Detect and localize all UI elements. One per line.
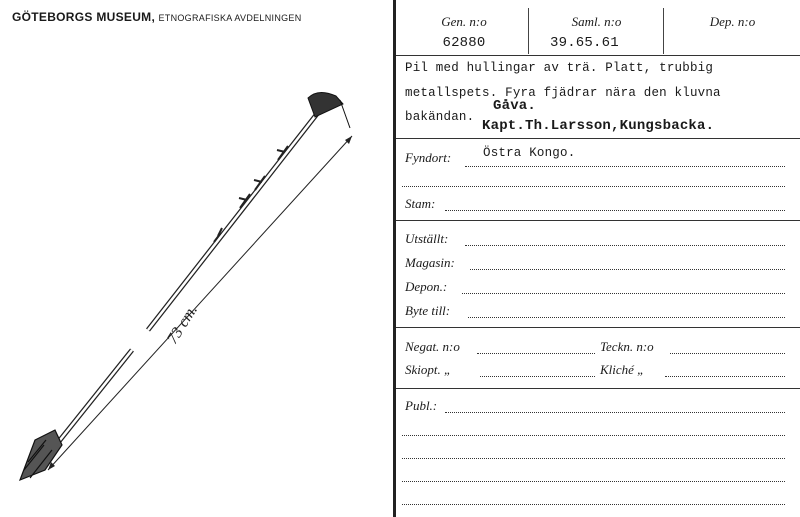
stam-label: Stam: [405,196,436,211]
utstallt-label: Utställt: [405,231,449,246]
magasin-dots [470,269,785,270]
negat-label: Negat. n:o [405,339,460,354]
magasin-label: Magasin: [405,255,455,270]
stam-dots [445,210,785,211]
publ-dots-2 [402,435,785,436]
teckn-label: Teckn. n:o [600,339,654,354]
fyndort-dots [465,166,785,167]
measure-line [48,136,352,470]
saml-label: Saml. n:o [571,14,622,29]
divider-2 [663,8,664,54]
fyndort-value: Östra Kongo. [483,146,576,160]
publ-label: Publ.: [405,398,438,413]
publ-dots-5 [402,504,785,505]
kliche-label: Kliché „ [600,362,645,377]
skiopt-dots [480,376,595,377]
card-border [393,0,396,517]
saml-value: 39.65.61 [550,35,619,51]
description-line-2: metallspets. Fyra fjädrar nära den kluvna [405,86,721,100]
byte-dots [468,317,785,318]
dep-label: Dep. n:o [709,14,756,29]
department-name: ETNOGRAFISKA AVDELNINGEN [158,13,302,23]
kliche-dots [665,376,785,377]
negat-dots [477,353,595,354]
description-line-3: bakändan. [405,110,475,124]
depon-label: Depon.: [405,279,448,294]
header [12,10,302,24]
images-line [396,388,800,389]
fyndort-dots-2 [402,186,785,187]
gift-label: Gåva. [493,98,537,114]
gift-value: Kapt.Th.Larsson,Kungsbacka. [482,118,715,134]
arrow-head [308,92,343,117]
publ-dots-4 [402,481,785,482]
publ-dots-3 [402,458,785,459]
depon-dots [462,293,785,294]
skiopt-label: Skiopt. „ [405,362,452,377]
arrow-fletching [20,430,62,480]
byte-label: Byte till: [405,303,451,318]
gen-label: Gen. n:o [441,14,487,29]
description-line-1: Pil med hullingar av trä. Platt, trubbig [405,61,714,75]
top-row-line [396,55,800,56]
teckn-dots [670,353,785,354]
divider-1 [528,8,529,54]
arrow-drawing [0,40,395,517]
utstallt-dots [465,245,785,246]
gen-value: 62880 [442,35,486,51]
publ-dots-1 [445,412,785,413]
storage-line [396,327,800,328]
museum-name: GÖTEBORGS MUSEUM, [12,10,156,24]
stam-line [396,220,800,221]
length-annotation: 73 cm. [163,301,201,348]
description-line [396,138,800,139]
fyndort-label: Fyndort: [405,150,452,165]
